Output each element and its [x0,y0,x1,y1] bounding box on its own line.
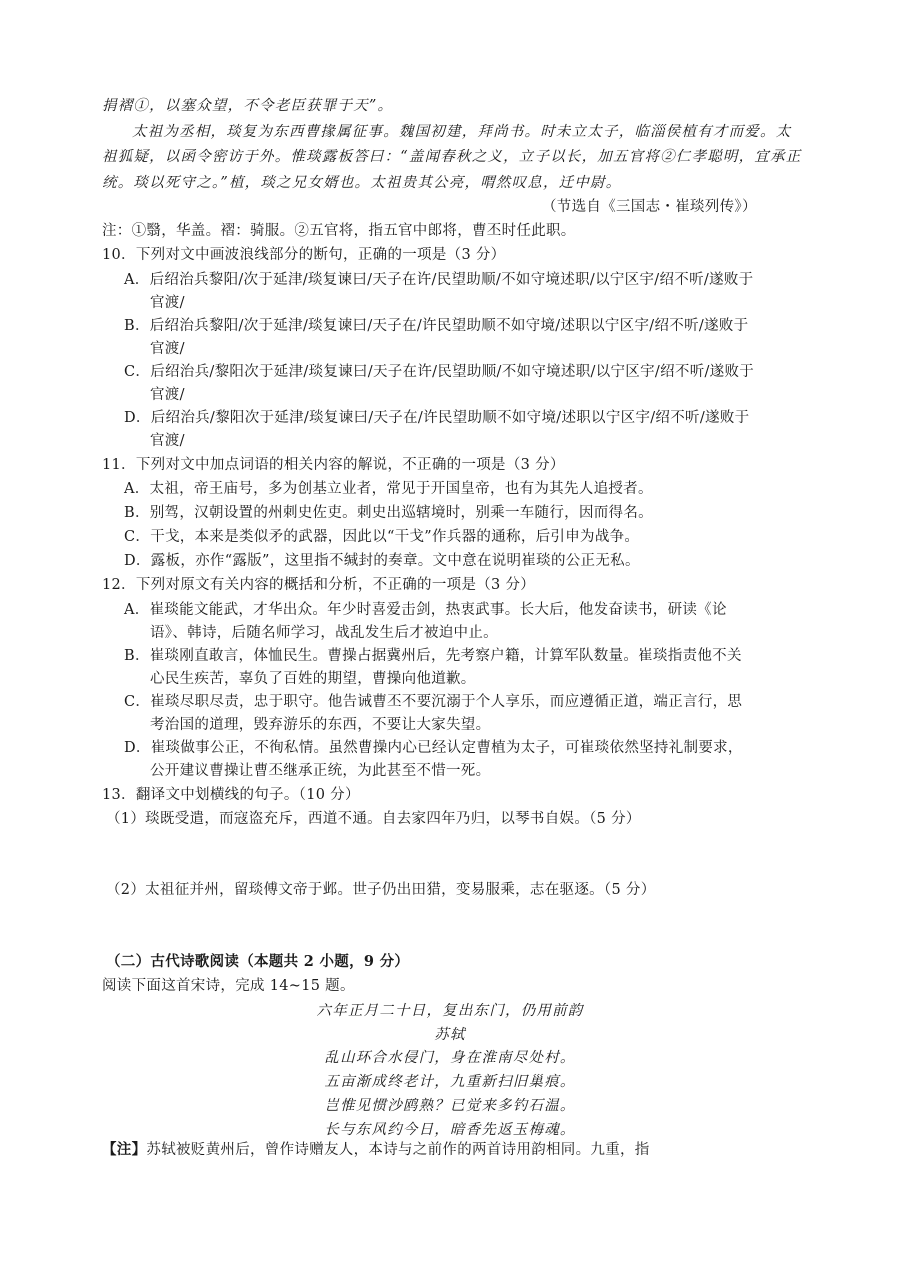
poem-note-label: 【注】 [102,1141,147,1158]
q10-option-c-cont: 官渡/ [150,387,185,403]
q10-option-c: C．后绍治兵/黎阳次于延津/琰复谏曰/天子在许/民望助顺/不如守境述职/以宁区宇/绍不听/遂败于 [124,364,755,380]
q12-option-b-cont: 心民生疾苦，辜负了百姓的期望，曹操向他道歉。 [150,671,476,687]
poem-line-1: 乱山环合水侵门，身在淮南尽处村。 [324,1050,576,1066]
q11-stem: 11．下列对文中加点词语的相关内容的解说，不正确的一项是（3 分） [102,457,565,473]
section2-heading: （二）古代诗歌阅读（本题共 2 小题，9 分） [106,953,410,970]
section2-instruction: 阅读下面这首宋诗，完成 14~15 题。 [102,978,355,994]
poem-line-3: 岂惟见惯沙鸥熟？已觉来多钓石温。 [324,1098,576,1114]
q11-option-a: A．太祖，帝王庙号，多为创基立业者，常见于开国皇帝，也有为其先人追授者。 [124,481,653,497]
passage-line-2: 太祖为丞相，琰复为东西曹掾属征事。魏国初建，拜尚书。时未立太子，临淄侯植有才而爱。太 [132,124,792,140]
q12-option-c: C．崔琰尽职尽责，忠于职守。他告诫曹丕不要沉溺于个人享乐，而应遵循正道，端正言行，思 [124,694,743,710]
passage-note: 注：①翳，华盖。褶：骑服。②五官将，指五官中郎将，曹丕时任此职。 [102,223,576,239]
q11-option-b: B．别驾，汉朝设置的州刺史佐吏。刺史出巡辖境时，别乘一车随行，因而得名。 [124,505,653,521]
q13-stem: 13．翻译文中划横线的句子。（10 分） [102,787,360,803]
q13-sentence-1: （1）琰既受遣，而寇盗充斥，西道不通。自去家四年乃归，以琴书自娱。（5 分） [106,811,641,827]
q12-option-a: A．崔琰能文能武，才华出众。年少时喜爱击剑，热衷武事。长大后，他发奋读书，研读《论 [124,602,727,618]
poem-note [102,1140,650,1160]
q11-option-d: D．露板，亦作“露版”，这里指不缄封的奏章。文中意在说明崔琰的公正无私。 [124,553,640,569]
q12-option-d: D．崔琰做事公正，不徇私情。虽然曹操内心已经认定曹植为太子，可崔琰依然坚持礼制要求， [124,740,743,756]
q12-option-d-cont: 公开建议曹操让曹丕继承正统，为此甚至不惜一死。 [150,763,491,779]
q10-option-d-cont: 官渡/ [150,433,185,449]
q12-option-a-cont: 语》、韩诗，后随名师学习，战乱发生后才被迫中止。 [150,625,498,641]
q10-option-b-cont: 官渡/ [150,341,185,357]
q11-option-c: C．干戈，本来是类似矛的武器，因此以“干戈”作兵器的通称，后引申为战争。 [124,529,640,545]
poem-title: 六年正月二十日，复出东门，仍用前韵 [316,1003,584,1019]
passage-line-4: 统。琰以死守之。”植，琰之兄女婿也。太祖贵其公亮，喟然叹息，迁中尉。 [102,175,622,191]
passage-source: （节选自《三国志・崔琰列传》） [542,199,757,215]
q13-sentence-2: （2）太祖征并州，留琰傅文帝于邺。世子仍出田猎，变易服乘，志在驱逐。（5 分） [106,882,656,898]
poem-author: 苏轼 [434,1027,466,1043]
q12-option-b: B．崔琰刚直敢言，体恤民生。曹操占据冀州后，先考察户籍，计算军队数量。崔琰指责他不关 [124,648,742,664]
q10-option-b: B．后绍治兵黎阳/次于延津/琰复谏曰/天子在/许民望助顺不如守境/述职以宁区宇/绍不听/遂败于 [124,318,749,334]
q12-option-c-cont: 考治国的道理，毁弃游乐的东西，不要让大家失望。 [150,717,491,733]
passage-line-1: 捐褶①，以塞众望，不令老臣获罪于天”。 [102,98,394,114]
q12-stem: 12．下列对原文有关内容的概括和分析，不正确的一项是（3 分） [102,577,536,593]
passage-line-3: 祖狐疑，以函令密访于外。惟琰露板答曰：“盖闻春秋之义，立子以长，加五官将②仁孝聪明，宜承正 [102,149,802,165]
poem-line-4: 长与东风约今日，暗香先返玉梅魂。 [324,1122,576,1138]
q10-option-d: D．后绍治兵/黎阳次于延津/琰复谏曰/天子在/许民望助顺不如守境/述职以宁区宇/绍不听/遂败于 [124,410,750,426]
q10-option-a-cont: 官渡/ [150,295,185,311]
poem-note-text: 苏轼被贬黄州后，曾作诗赠友人，本诗与之前作的两首诗用韵相同。九重，指 [146,1142,650,1158]
q10-option-a: A．后绍治兵黎阳/次于延津/琰复谏曰/天子在许/民望助顺/不如守境述职/以宁区宇/绍不听/遂败于 [124,272,754,288]
q10-stem: 10．下列对文中画波浪线部分的断句，正确的一项是（3 分） [102,247,506,263]
poem-line-2: 五亩渐成终老计，九重新扫旧巢痕。 [324,1074,576,1090]
